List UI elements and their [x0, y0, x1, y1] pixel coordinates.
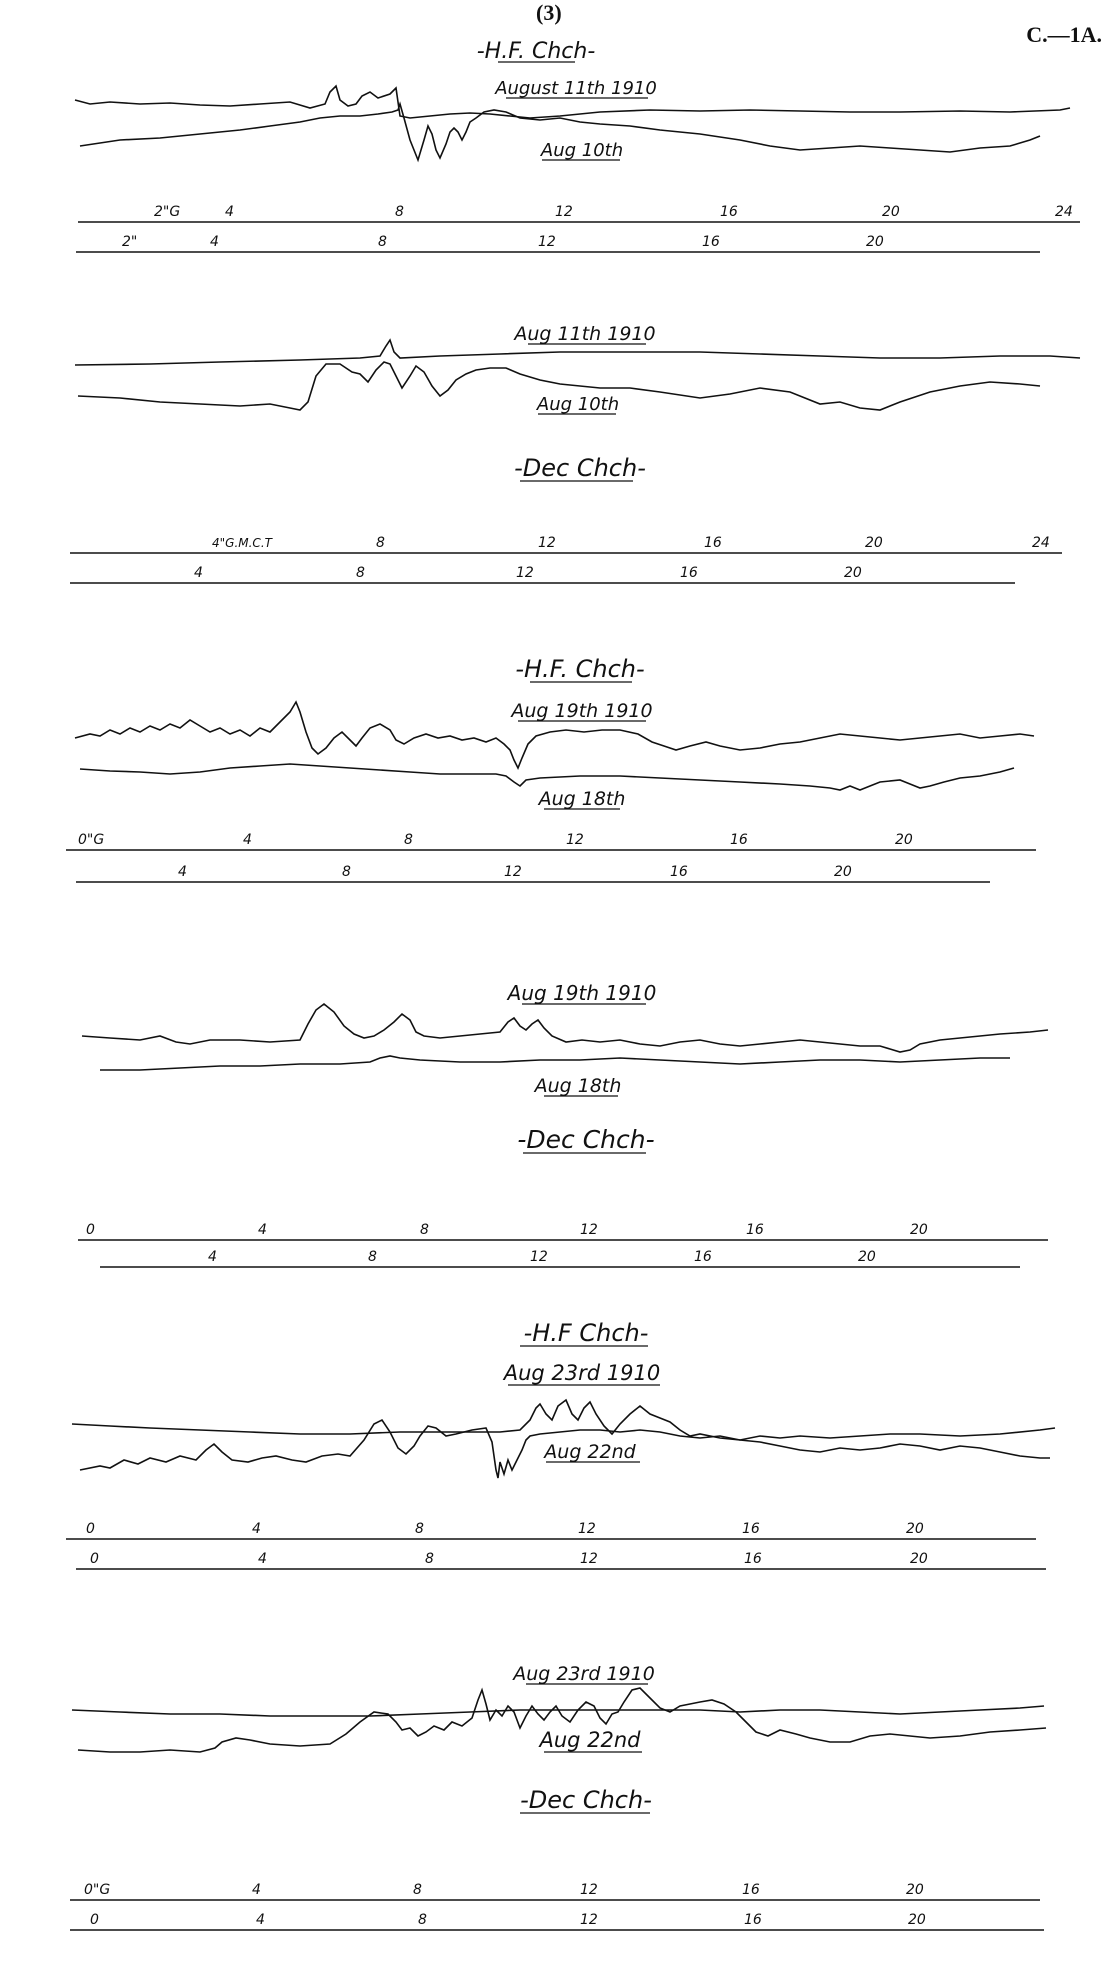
tick-label: 0"G: [84, 1882, 111, 1898]
upper-trace: [82, 1004, 1048, 1052]
panel-dec-aug-22-23: [70, 1663, 1046, 1930]
tick-label: 4: [252, 1882, 261, 1898]
tick-label: 16: [744, 1551, 762, 1567]
panel-title: -H.F Chch-: [523, 1319, 649, 1347]
tick-label: 12: [538, 234, 556, 250]
lower-trace-label: Aug 22nd: [544, 1441, 636, 1463]
panel-title: -Dec Chch-: [514, 454, 646, 482]
tick-label: 0: [90, 1912, 99, 1928]
tick-label: 0: [86, 1222, 95, 1238]
tick-label: 16: [742, 1521, 760, 1537]
lower-trace-label: Aug 10th: [540, 140, 624, 161]
time-scale-top: [66, 1521, 1036, 1539]
tick-label: 4: [210, 234, 219, 250]
time-scale-bottom: [76, 1551, 1046, 1569]
tick-label: 4: [178, 864, 187, 880]
tick-label: 16: [730, 832, 748, 848]
tick-label: 20: [908, 1912, 926, 1928]
tick-label: 8: [356, 565, 365, 581]
tick-label: 16: [680, 565, 698, 581]
time-scale-bottom: [100, 1249, 1020, 1267]
panel-title: -Dec Chch-: [520, 1786, 652, 1814]
tick-label: 4: [252, 1521, 261, 1537]
panel-title: -H.F. Chch-: [515, 655, 645, 683]
tick-label: 8: [420, 1222, 429, 1238]
tick-label: 8: [395, 204, 404, 220]
tick-label: 4: [258, 1551, 267, 1567]
tick-label: 20: [882, 204, 900, 220]
tick-label: 4: [225, 204, 234, 220]
tick-label: 16: [744, 1912, 762, 1928]
tick-label: 20: [895, 832, 913, 848]
tick-label: 20: [906, 1521, 924, 1537]
tick-label: 20: [834, 864, 852, 880]
tick-label: 20: [906, 1882, 924, 1898]
upper-trace-label: Aug 19th 1910: [507, 981, 657, 1005]
upper-trace: [72, 1706, 1044, 1716]
series-code: C.—1A.: [1026, 22, 1102, 47]
tick-label: 4"G.M.C.T: [212, 536, 272, 550]
tick-label: 2": [122, 234, 138, 250]
tick-label: 16: [670, 864, 688, 880]
tick-label: 12: [580, 1912, 598, 1928]
time-scale-top: [66, 832, 1036, 850]
time-scale-top: [78, 1222, 1048, 1240]
upper-trace-label: Aug 19th 1910: [511, 700, 653, 722]
tick-label: 0"G: [78, 832, 105, 848]
panel-dec-aug-10-11: [70, 323, 1080, 583]
tick-label: 20: [865, 535, 883, 551]
tick-label: 8: [415, 1521, 424, 1537]
tick-label: 4: [194, 565, 203, 581]
tick-label: 12: [504, 864, 522, 880]
tick-label: 12: [578, 1521, 596, 1537]
time-scale-bottom: [76, 864, 990, 882]
upper-trace-label: Aug 23rd 1910: [503, 1361, 661, 1385]
time-scale-bottom: [76, 234, 1040, 252]
tick-label: 12: [566, 832, 584, 848]
tick-label: 16: [746, 1222, 764, 1238]
tick-label: 20: [866, 234, 884, 250]
tick-label: 2"G: [154, 204, 181, 220]
lower-trace-label: Aug 10th: [536, 394, 620, 415]
time-scale-top: [78, 204, 1080, 222]
tick-label: 12: [516, 565, 534, 581]
panel-hf-aug-18-19: [66, 655, 1036, 882]
tick-label: 12: [580, 1551, 598, 1567]
tick-label: 8: [425, 1551, 434, 1567]
tick-label: 16: [742, 1882, 760, 1898]
tick-label: 24: [1055, 204, 1073, 220]
tick-label: 0: [86, 1521, 95, 1537]
time-scale-bottom: [70, 1912, 1044, 1930]
tick-label: 20: [910, 1551, 928, 1567]
tick-label: 8: [378, 234, 387, 250]
upper-trace: [72, 1400, 1055, 1440]
tick-label: 20: [844, 565, 862, 581]
lower-trace: [80, 764, 1014, 790]
lower-trace-label: Aug 22nd: [539, 1728, 641, 1752]
panel-hf-aug-22-23: [66, 1319, 1055, 1569]
lower-trace: [100, 1056, 1010, 1070]
tick-label: 20: [910, 1222, 928, 1238]
panel-title: -Dec Chch-: [517, 1125, 655, 1154]
tick-label: 12: [530, 1249, 548, 1265]
tick-label: 8: [404, 832, 413, 848]
tick-label: 8: [376, 535, 385, 551]
tick-label: 4: [256, 1912, 265, 1928]
tick-label: 16: [702, 234, 720, 250]
tick-label: 16: [704, 535, 722, 551]
tick-label: 8: [418, 1912, 427, 1928]
panel-title: -H.F. Chch-: [476, 39, 596, 64]
tick-label: 8: [368, 1249, 377, 1265]
page-number: (3): [536, 0, 562, 25]
tick-label: 24: [1032, 535, 1050, 551]
upper-trace-label: August 11th 1910: [495, 78, 657, 99]
time-scale-bottom: [70, 565, 1015, 583]
upper-trace-label: Aug 11th 1910: [514, 323, 656, 345]
tick-label: 16: [720, 204, 738, 220]
upper-trace-label: Aug 23rd 1910: [513, 1663, 655, 1685]
lower-trace-label: Aug 18th: [534, 1075, 622, 1097]
tick-label: 20: [858, 1249, 876, 1265]
tick-label: 4: [243, 832, 252, 848]
time-scale-top: [70, 535, 1062, 553]
tick-label: 4: [258, 1222, 267, 1238]
tick-label: 16: [694, 1249, 712, 1265]
tick-label: 8: [413, 1882, 422, 1898]
tick-label: 12: [538, 535, 556, 551]
lower-trace-label: Aug 18th: [538, 788, 626, 810]
panel-dec-aug-18-19: [78, 981, 1048, 1267]
tick-label: 4: [208, 1249, 217, 1265]
tick-label: 12: [555, 204, 573, 220]
time-scale-top: [70, 1882, 1040, 1900]
tick-label: 8: [342, 864, 351, 880]
tick-label: 12: [580, 1222, 598, 1238]
panel-hf-aug-10-11: [75, 39, 1080, 252]
tick-label: 12: [580, 1882, 598, 1898]
tick-label: 0: [90, 1551, 99, 1567]
